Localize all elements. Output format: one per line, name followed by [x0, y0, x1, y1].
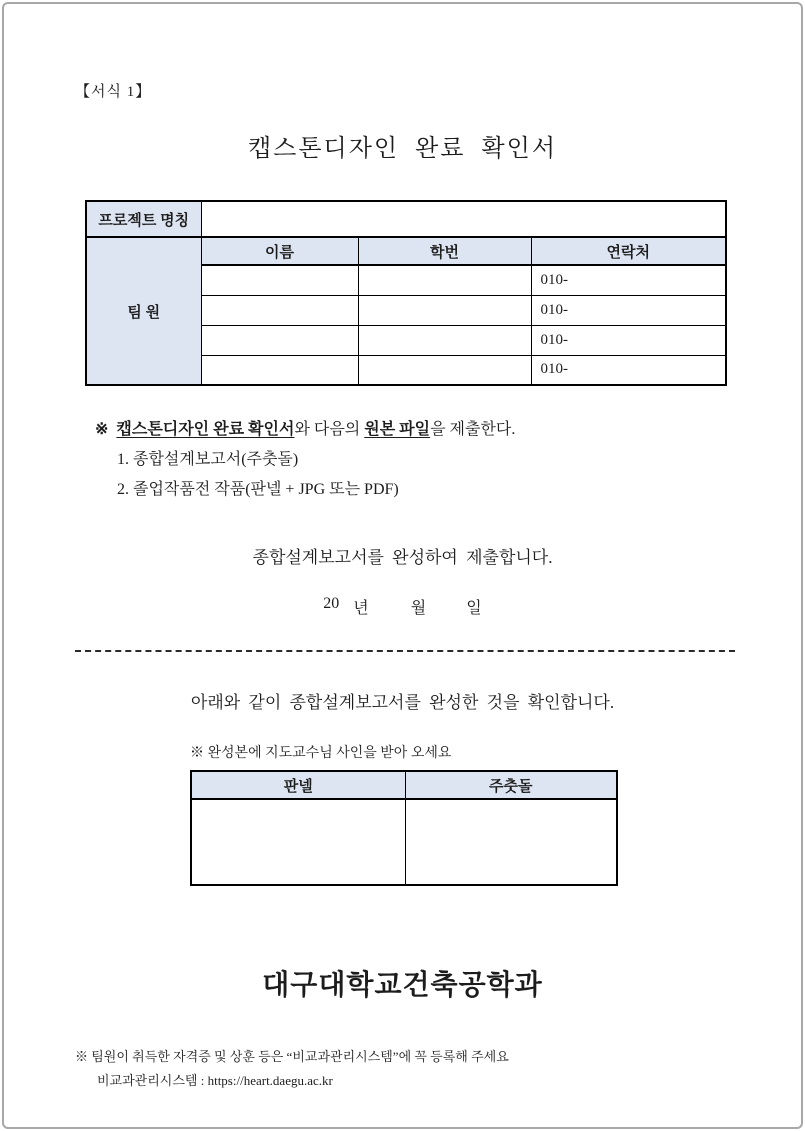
confirmation-statement: 아래와 같이 종합설계보고서를 완성한 것을 확인합니다. — [190, 693, 615, 712]
emphasized-text: 원본 파일 — [364, 421, 431, 438]
form-number-label: 【서식 1】 — [75, 84, 152, 100]
date-month-label: 월 — [410, 600, 427, 617]
member-id-cell — [358, 265, 531, 295]
column-header-report: 주춧돌 — [405, 771, 617, 799]
team-label: 팀 원 — [86, 237, 201, 385]
document-title: 캡스톤디자인 완료 확인서 — [247, 136, 558, 162]
column-header-contact: 연락처 — [531, 237, 726, 265]
submission-statement: 종합설계보고서를 완성하여 제출합니다. — [252, 548, 553, 567]
confirmation-table — [190, 770, 618, 886]
plain-text: 와 다음의 — [294, 421, 365, 438]
plain-text: 을 제출한다. — [430, 421, 516, 438]
date-day-label: 일 — [466, 600, 482, 617]
member-contact-cell: 010- — [531, 295, 726, 325]
date-year-prefix: 20 — [323, 595, 340, 612]
footer-note-line2: 비교과관리시스템 : https://heart.daegu.ac.kr — [97, 1073, 333, 1088]
confirmation-sign-row — [191, 799, 617, 885]
member-name-cell — [201, 295, 358, 325]
date-year-label: 년 — [353, 600, 369, 617]
department-name: 대구대학교건축공학과 — [262, 970, 543, 1001]
member-id-cell — [358, 355, 531, 385]
submission-item-2: 2. 졸업작품전 작품(판넬 + JPG 또는 PDF) — [117, 481, 399, 498]
project-team-table — [85, 200, 727, 386]
footer-note-line1: ※ 팀원이 취득한 자격증 및 상훈 등은 “비교과관리시스템”에 꼭 등록해 주세요 — [75, 1049, 509, 1064]
member-id-cell — [358, 325, 531, 355]
panel-sign-cell — [191, 799, 405, 885]
member-id-cell — [358, 295, 531, 325]
date-line — [0, 595, 805, 618]
project-name-label: 프로젝트 명칭 — [86, 201, 201, 237]
dashed-divider — [75, 650, 735, 652]
column-header-name: 이름 — [201, 237, 358, 265]
emphasized-text: 캡스톤디자인 완료 확인서 — [116, 421, 295, 438]
member-contact-cell: 010- — [531, 355, 726, 385]
reference-mark: ※ — [95, 421, 109, 438]
project-name-row — [86, 201, 726, 237]
member-contact-cell: 010- — [531, 265, 726, 295]
column-header-student-id: 학번 — [358, 237, 531, 265]
project-name-value-cell — [201, 201, 726, 237]
column-header-panel: 판넬 — [191, 771, 405, 799]
member-name-cell — [201, 325, 358, 355]
team-header-row — [86, 237, 726, 265]
member-name-cell — [201, 265, 358, 295]
member-name-cell — [201, 355, 358, 385]
member-contact-cell: 010- — [531, 325, 726, 355]
submission-note — [95, 416, 515, 439]
confirmation-header-row — [191, 771, 617, 799]
submission-item-1: 1. 종합설계보고서(주춧돌) — [117, 451, 299, 468]
advisor-sign-note: ※ 완성본에 지도교수님 사인을 받아 오세요 — [190, 746, 452, 761]
report-sign-cell — [405, 799, 617, 885]
